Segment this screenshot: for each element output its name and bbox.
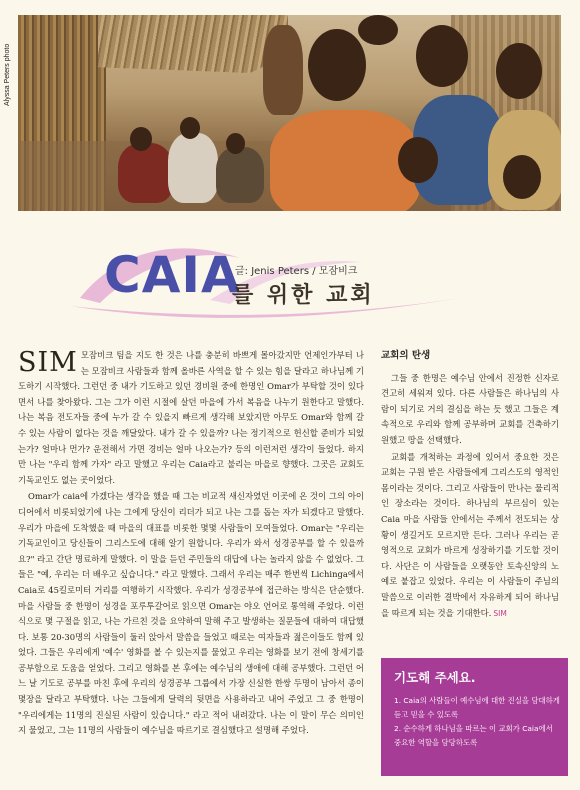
section-heading: 교회의 탄생 [381,350,431,361]
person-head [130,127,152,151]
article-paragraph: Omar가 caia에 가겠다는 생각을 했을 때 그는 비교적 새신자였던 이곳에 온 것이 그의 아이디어에서 비롯되었기에 나는 그에게 당신이 리더가 되고 나는 그를 돕는 자가 되겠다고 말했다. 우리가 마을에 도착했을 때 마을의 대표를 비롯한 몇몇 사람들이 모여들었다. Omar는 "우리는 기독교인이고 당신들이 그리스도에 대해 알기 원합니다. 우리가 와서 성경공부를 할 수 있을까요?" 라고 간단 명료하게 말했다. 이 말을 듣던 주민들의 대답에 나는 놀라지 않을 수 없었다. 그들은 "예, 우리는 더 배우고 싶습니다." 라고 말했다. 그래서 우리는 매주 한번씩 Lichinga에서 Caia로 45킬로미터 거리를 여행하기 시작했다. 우리가 성경공부에 접근하는 방식은 단순했다. 마을 사람들 중 한명이 성경을 포루투갈어로 읽으면 Omar는 야오 언어로 통역해 주었다. 이런식으로 몇 구절을 읽고, 나는 가르친 것을 요약하여 말해 주고 발생하는 질문들에 대하여 대답했다. 보통 20-30명의 사람들이 둘러 앉아서 말씀을 들었고 때로는 여자들과 젊은이들도 함께 있었다. 그들은 우리에게 '예수' 영화를 볼 수 있는지를 물었고 우리는 영화를 보기 전에 창세기를 공부함으로 도움을 얻었다. 그리고 영화를 본 후에는 예수님의 생애에 대해 공부했다. 그런던 어느 날 기도로 공부를 마친 후에 우리의 성경공부 그룹에서 가장 신실한 한쌍 두명이 남아서 종이 몇장을 달라고 부탁했다. 나는 그들에게 달력의 뒷면을 사용하라고 내어 주었고 그 중 한명이 "우리에게는 11명의 진실된 사람이 있습니다." 라고 적어 내려갔다. 나는 이 말이 무슨 의미인지 물었고, 그는 11명의 사람들이 예수님을 따르기로 결심했다고 설명해 주었다. [18,491,364,736]
person-head [180,117,200,139]
dropcap-sim: SIM [18,347,78,378]
prayer-title: 기도해 주세요. [394,670,476,685]
header-photo [18,15,561,211]
child-background [263,25,303,115]
prayer-box [381,658,568,776]
person-head [226,133,245,154]
child-head-front [503,155,541,199]
child-head [308,29,366,101]
title-caia: CAIA [104,246,241,304]
seated-person [168,133,218,203]
sim-end-mark: SIM [493,608,507,618]
paragraph-text: 교회를 개척하는 과정에 있어서 중요한 것은 교회는 구원 받은 사람들에게 그리스도의 영적인 몸이라는 것이다. 그리고 사람들이 만나는 물리적인 장소라는 것이다. 하나님의 부르심이 있는 Caia 마을 사람들 안에서는 주께서 전도되는 상황이 생길거도 모르지만 든다. 그러나 우리는 곧 영적으로 교회가 바르게 성장하기를 기도할 것이다. 사단은 이 사람들을 오랫동안 토속신앙의 노예로 붙잡고 있었다. 우리는 이 사람들이 주님의 말씀으로 이러한 결박에서 자유하게 되어 하나님을 따르게 되는 것을 기대한다. [381,451,559,618]
article-paragraph [18,348,364,488]
photo-credit [4,14,14,106]
seated-person [118,143,173,203]
seated-person [216,147,264,203]
article-body [18,348,364,740]
child-head-back [358,15,398,45]
article-title [60,228,530,318]
paragraph-text: 모잠비크 팀을 지도 한 것은 나를 충분히 바쁘게 몰아갔지만 언제인가부터 나는 모잠비크 사람들과 함께 올바른 사역을 할 수 있는 힘을 달라고 하나님께 기도하기 시작했다. 그런던 중 내가 기도하고 있던 경비원 중에 한명인 Omar가 부탁할 것이 있다면서 나를 찾아왔다. 그는 그가 이런 시절에 살던 마을에 가서 복음을 나누기 원한다고 말했다. 나는 복음 전도자들 중에 누가 갈 수 있을지 빠르게 생각해 보았지만 아무도 Omar와 함께 갈 수 있는 사람이 없다는 것을 깨달았다. 내가 갈 수 있을까? 나는 정기적으로 헌신할 준비가 되었는가? 얼마나 먼가? 운전해서 가면 경비는 얼마 나오는가? 등의 이런저런 생각이 들었다. 하지만 나는 "우리 함께 가자" 라고 말했고 우리는 Caia라고 불리는 마을로 향했다. 그곳은 교회도 기독교인도 없는 곳이었다. [18,350,365,485]
child-head [416,25,468,87]
prayer-list [381,694,568,749]
title-subtitle: 를 위한 교회 [232,282,375,308]
child-head [496,43,542,99]
sidebar-paragraph: 그들 중 한명은 예수님 안에서 진정한 신자로 견고히 세워져 있다. 다른 사람들은 하나님의 사람이 되기로 거의 결심을 하는 듯 했고 그들은 계속적으로 우리와 함께 공부하며 교회를 건축하기 원했고 땅을 선택했다. [381,372,559,445]
photo-credit-text: Alyssa Peters photo [4,43,11,106]
thatched-roof [98,15,288,73]
byline: 글: Jenis Peters / 모잠비크 [235,266,358,277]
sidebar-paragraph [381,450,559,622]
sidebar-section [381,348,559,622]
prayer-item: 1. Caia의 사람들이 예수님에 대한 진실을 담대하게 듣고 믿을 수 있도록 [394,696,560,719]
child-head-front [398,137,438,183]
prayer-item: 2. 순수하게 하나님을 따르는 이 교회가 Caia에서 중요한 역할을 담당하도록 [394,724,553,747]
